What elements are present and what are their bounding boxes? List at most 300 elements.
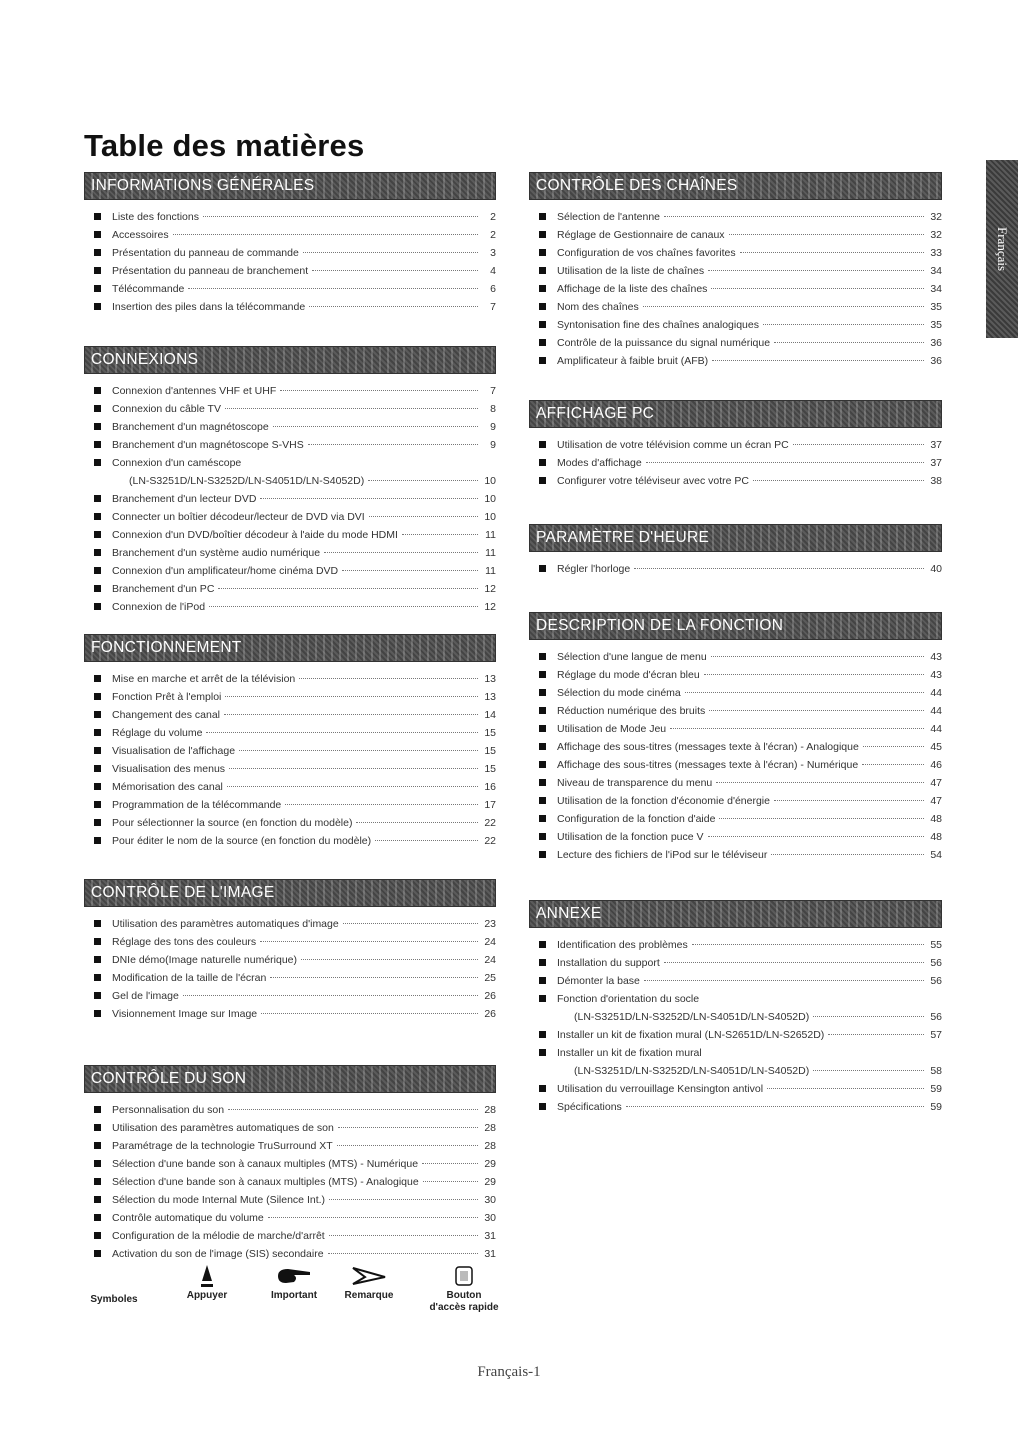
dot-leader: [324, 552, 478, 553]
toc-entry-text: Réglage des tons des couleurs: [112, 936, 257, 948]
bullet-icon: [94, 765, 101, 772]
bullet-icon: [94, 231, 101, 238]
dot-leader: [301, 959, 478, 960]
section-header: [529, 524, 942, 552]
toc-entry-text: Présentation du panneau de commande: [112, 247, 299, 259]
symbol-note: [329, 1262, 409, 1302]
toc-entry-text: Connexion d'un amplificateur/home cinéma DVD: [112, 565, 339, 577]
bullet-icon: [94, 974, 101, 981]
toc-section: [84, 879, 496, 1023]
toc-entry-text: Sélection d'une langue de menu: [557, 651, 707, 663]
toc-entry-page: 35: [930, 319, 942, 331]
section-header-label: DESCRIPTION DE LA FONCTION: [536, 617, 784, 634]
toc-entry: [84, 544, 496, 562]
toc-entry: [84, 418, 496, 436]
toc-entry-page: 15: [484, 727, 496, 739]
bullet-icon: [539, 441, 546, 448]
toc-entry: [529, 648, 942, 666]
toc-entry: [529, 828, 942, 846]
bullet-icon: [539, 249, 546, 256]
toc-entry: [84, 400, 496, 418]
toc-entry-page: 7: [490, 385, 496, 397]
dot-leader: [729, 234, 924, 235]
toc-entry: [84, 244, 496, 262]
toc-entry-text: Connexion d'un DVD/boîtier décodeur à l'aide du mode HDMI: [112, 529, 398, 541]
toc-entry-text: Changement des canal: [112, 709, 220, 721]
section-header: [84, 172, 496, 200]
bullet-icon: [94, 992, 101, 999]
toc-entry-text: Présentation du panneau de branchement: [112, 265, 309, 277]
bullet-icon: [94, 938, 101, 945]
toc-entry-text: DNIe démo(Image naturelle numérique): [112, 954, 298, 966]
dot-leader: [225, 696, 478, 697]
toc-entry-text: Utilisation de la fonction d'économie d'énergie: [557, 795, 770, 807]
toc-entry: [84, 969, 496, 987]
toc-entry-text: Sélection du mode Internal Mute (Silence Int.): [112, 1194, 326, 1206]
dot-leader: [206, 732, 478, 733]
toc-entry: [529, 1044, 942, 1062]
bullet-icon: [94, 531, 101, 538]
bullet-icon: [94, 405, 101, 412]
section-header-label: AFFICHAGE PC: [536, 405, 655, 422]
toc-entry-page: 23: [484, 918, 496, 930]
symbol-press-label: Appuyer: [186, 1290, 228, 1301]
toc-entry-text: Utilisation de Mode Jeu: [557, 723, 667, 735]
dot-leader: [708, 270, 924, 271]
bullet-icon: [94, 1196, 101, 1203]
bullet-icon: [94, 303, 101, 310]
bullet-icon: [94, 819, 101, 826]
dot-leader: [183, 995, 478, 996]
dot-leader: [664, 962, 924, 963]
bullet-icon: [94, 1250, 101, 1257]
toc-entry-text: Visualisation des menus: [112, 763, 226, 775]
toc-entry-page: 11: [485, 547, 496, 559]
dot-leader: [716, 782, 924, 783]
toc-entry: [84, 454, 496, 472]
bullet-icon: [539, 995, 546, 1002]
bullet-icon: [539, 213, 546, 220]
toc-entry-text: Réduction numérique des bruits: [557, 705, 706, 717]
toc-entry-page: 31: [484, 1230, 496, 1242]
toc-entry: [84, 490, 496, 508]
toc-entry-page: 32: [930, 229, 942, 241]
bullet-icon: [94, 1178, 101, 1185]
bullet-icon: [94, 1124, 101, 1131]
dot-leader: [188, 288, 478, 289]
bullet-icon: [539, 833, 546, 840]
dot-leader: [225, 408, 478, 409]
toc-entry-page: 10: [484, 493, 496, 505]
toc-entry: [84, 933, 496, 951]
bullet-icon: [94, 1232, 101, 1239]
dot-leader: [173, 234, 478, 235]
section-header-label: CONTRÔLE DE L'IMAGE: [91, 884, 275, 901]
bullet-icon: [94, 213, 101, 220]
toc-entry-text: Sélection du mode cinéma: [557, 687, 681, 699]
toc-entry-page: 26: [484, 990, 496, 1002]
symbol-shortcut-label-2: d'accès rapide: [429, 1302, 499, 1313]
toc-entry: [84, 382, 496, 400]
toc-entry: [84, 1155, 496, 1173]
dot-leader: [771, 854, 924, 855]
toc-entry: [529, 472, 942, 490]
toc-entry-page: 43: [930, 669, 942, 681]
toc-entry-page: 24: [484, 936, 496, 948]
toc-entry-page: 59: [930, 1101, 942, 1113]
bullet-icon: [539, 565, 546, 572]
toc-list: [529, 936, 942, 1116]
toc-entry: [84, 508, 496, 526]
dot-leader: [299, 678, 478, 679]
toc-entry-page: 32: [930, 211, 942, 223]
toc-entry: [529, 262, 942, 280]
symbols-label: [84, 1294, 144, 1306]
toc-section: [529, 400, 942, 490]
bullet-icon: [94, 1106, 101, 1113]
bullet-icon: [94, 729, 101, 736]
bullet-icon: [539, 689, 546, 696]
symbol-shortcut-label: Bouton: [446, 1290, 482, 1301]
toc-entry-page: 14: [484, 709, 496, 721]
toc-entry: [529, 1008, 942, 1026]
toc-entry: [529, 774, 942, 792]
toc-entry-page: 30: [484, 1212, 496, 1224]
bullet-icon: [94, 956, 101, 963]
bullet-icon: [94, 747, 101, 754]
toc-entry-text: Liste des fonctions: [112, 211, 199, 223]
section-header-label: ANNEXE: [536, 905, 602, 922]
toc-entry: [529, 738, 942, 756]
toc-entry: [84, 562, 496, 580]
dot-leader: [863, 746, 924, 747]
dot-leader: [712, 360, 924, 361]
dot-leader: [422, 1163, 478, 1164]
toc-entry-page: 22: [484, 835, 496, 847]
toc-entry-text: Installer un kit de fixation mural: [557, 1047, 702, 1059]
language-tab-label: Français: [995, 226, 1010, 272]
toc-entry-page: 47: [930, 795, 942, 807]
toc-entry-text: Paramétrage de la technologie TruSurround XT: [112, 1140, 333, 1152]
toc-entry-text: Syntonisation fine des chaînes analogiques: [557, 319, 759, 331]
dot-leader: [767, 1088, 924, 1089]
section-header: [84, 879, 496, 907]
dot-leader: [285, 804, 478, 805]
section-header-label: CONNEXIONS: [91, 351, 199, 368]
toc-entry-page: 30: [484, 1194, 496, 1206]
toc-entry-page: 28: [484, 1104, 496, 1116]
bullet-icon: [539, 959, 546, 966]
toc-entry-text: Gel de l'image: [112, 990, 179, 1002]
section-header-label: INFORMATIONS GÉNÉRALES: [91, 177, 315, 194]
toc-entry-page: 8: [490, 403, 496, 415]
toc-entry: [529, 280, 942, 298]
toc-entry: [84, 262, 496, 280]
bullet-icon: [539, 797, 546, 804]
toc-entry: [84, 436, 496, 454]
toc-entry-page: 29: [484, 1158, 496, 1170]
toc-entry-page: 3: [490, 247, 496, 259]
dot-leader: [309, 306, 478, 307]
toc-entry-page: 12: [484, 583, 496, 595]
dot-leader: [209, 606, 478, 607]
bullet-icon: [539, 671, 546, 678]
toc-entry-text: Niveau de transparence du menu: [557, 777, 713, 789]
toc-entry-text: Contrôle automatique du volume: [112, 1212, 264, 1224]
toc-section: [529, 612, 942, 864]
toc-entry-text: Utilisation de votre télévision comme un écran PC: [557, 439, 789, 451]
toc-entry: [529, 846, 942, 864]
toc-entry: [529, 936, 942, 954]
toc-entry: [84, 778, 496, 796]
bullet-icon: [539, 477, 546, 484]
toc-entry: [529, 316, 942, 334]
section-header: [84, 1065, 496, 1093]
dot-leader: [312, 270, 478, 271]
toc-entry-page: 37: [930, 439, 942, 451]
section-header: [529, 172, 942, 200]
toc-entry-text: Régler l'horloge: [557, 563, 631, 575]
toc-entry: [529, 352, 942, 370]
bullet-icon: [539, 267, 546, 274]
toc-entry-page: 59: [930, 1083, 942, 1095]
dot-leader: [229, 768, 478, 769]
toc-entry-text: Utilisation de la fonction puce V: [557, 831, 704, 843]
bullet-icon: [539, 1049, 546, 1056]
toc-entry-text: Mise en marche et arrêt de la télévision: [112, 673, 296, 685]
dot-leader: [228, 1109, 478, 1110]
bullet-icon: [539, 339, 546, 346]
symbol-important: [254, 1262, 334, 1302]
toc-entry: [84, 280, 496, 298]
bullet-icon: [539, 941, 546, 948]
toc-section: [84, 1065, 496, 1263]
dot-leader: [402, 534, 478, 535]
toc-entry-page: 35: [930, 301, 942, 313]
toc-entry-text: Utilisation des paramètres automatiques d'image: [112, 918, 339, 930]
toc-entry-page: 55: [930, 939, 942, 951]
toc-entry-page: 58: [930, 1065, 942, 1077]
bullet-icon: [539, 653, 546, 660]
toc-entry: [529, 436, 942, 454]
toc-entry: [529, 298, 942, 316]
toc-entry-page: 29: [484, 1176, 496, 1188]
dot-leader: [338, 1127, 478, 1128]
toc-entry-page: 13: [484, 691, 496, 703]
dot-leader: [719, 818, 924, 819]
toc-entry: [84, 526, 496, 544]
dot-leader: [664, 216, 924, 217]
toc-entry-text: Branchement d'un PC: [112, 583, 215, 595]
toc-section: [529, 900, 942, 1116]
toc-entry-text: Sélection de l'antenne: [557, 211, 661, 223]
toc-entry: [529, 454, 942, 472]
bullet-icon: [94, 693, 101, 700]
toc-entry-page: 22: [484, 817, 496, 829]
toc-entry-text: Branchement d'un système audio numérique: [112, 547, 321, 559]
dot-leader: [203, 216, 478, 217]
bullet-icon: [539, 977, 546, 984]
toc-entry-text: Pour éditer le nom de la source (en fonction du modèle): [112, 835, 372, 847]
toc-entry-text: Visionnement Image sur Image: [112, 1008, 258, 1020]
bullet-icon: [539, 761, 546, 768]
bullet-icon: [94, 285, 101, 292]
toc-entry-page: 4: [490, 265, 496, 277]
toc-entry: [84, 1245, 496, 1263]
toc-entry: [84, 1005, 496, 1023]
dot-leader: [692, 944, 924, 945]
toc-entry-text: Branchement d'un magnétoscope: [112, 421, 269, 433]
toc-entry-text: Nom des chaînes: [557, 301, 639, 313]
toc-entry-page: 13: [484, 673, 496, 685]
toc-entry-page: 17: [484, 799, 496, 811]
dot-leader: [270, 977, 478, 978]
section-header: [84, 634, 496, 662]
toc-entry-text: Modes d'affichage: [557, 457, 642, 469]
toc-entry-page: 46: [930, 759, 942, 771]
toc-entry-text: Spécifications: [557, 1101, 622, 1113]
dot-leader: [862, 764, 924, 765]
dot-leader: [643, 306, 924, 307]
toc-entry-text: Télécommande: [112, 283, 185, 295]
toc-entry-text: Lecture des fichiers de l'iPod sur le téléviseur: [557, 849, 768, 861]
toc-entry: [84, 1209, 496, 1227]
bullet-icon: [539, 1031, 546, 1038]
toc-entry-page: 9: [490, 439, 496, 451]
toc-entry: [84, 1173, 496, 1191]
toc-entry-page: 6: [490, 283, 496, 295]
toc-entry-text: Sélection d'une bande son à canaux multiples (MTS) - Numérique: [112, 1158, 419, 1170]
toc-entry-page: 48: [930, 831, 942, 843]
toc-entry-text: Sélection d'une bande son à canaux multiples (MTS) - Analogique: [112, 1176, 419, 1188]
toc-entry-text: Contrôle de la puissance du signal numérique: [557, 337, 771, 349]
toc-entry-text: Utilisation du verrouillage Kensington antivol: [557, 1083, 764, 1095]
dot-leader: [224, 714, 478, 715]
toc-entry-text: Branchement d'un magnétoscope S-VHS: [112, 439, 304, 451]
toc-list: [529, 208, 942, 370]
toc-entry: [529, 560, 942, 578]
dot-leader: [704, 674, 924, 675]
section-header-label: CONTRÔLE DES CHAÎNES: [536, 177, 738, 194]
bullet-icon: [539, 357, 546, 364]
section-header: [529, 900, 942, 928]
toc-entry-text: Installation du support: [557, 957, 660, 969]
toc-entry-text: Fonction Prêt à l'emploi: [112, 691, 222, 703]
toc-entry-text: Utilisation de la liste de chaînes: [557, 265, 705, 277]
toc-entry: [84, 724, 496, 742]
toc-entry: [84, 814, 496, 832]
press-icon: [172, 1262, 242, 1290]
bullet-icon: [539, 1085, 546, 1092]
toc-entry-page: 9: [490, 421, 496, 433]
shortcut-button-icon: [419, 1262, 509, 1290]
toc-entry: [529, 244, 942, 262]
toc-entry-page: 40: [930, 563, 942, 575]
dot-leader: [260, 498, 478, 499]
dot-leader: [356, 822, 478, 823]
toc-entry-text: Modification de la taille de l'écran: [112, 972, 267, 984]
toc-list: [84, 1101, 496, 1263]
toc-entry-page: 12: [484, 601, 496, 613]
toc-section: [529, 524, 942, 578]
bullet-icon: [94, 1142, 101, 1149]
toc-entry: [529, 810, 942, 828]
toc-entry: [84, 1191, 496, 1209]
toc-entry: [84, 298, 496, 316]
dot-leader: [774, 342, 924, 343]
dot-leader: [813, 1016, 924, 1017]
dot-leader: [218, 588, 478, 589]
bullet-icon: [539, 779, 546, 786]
dot-leader: [343, 923, 478, 924]
toc-entry-text: Mémorisation des canal: [112, 781, 223, 793]
toc-entry: [84, 670, 496, 688]
dot-leader: [670, 728, 924, 729]
dot-leader: [261, 1013, 478, 1014]
toc-section: [529, 172, 942, 370]
symbol-press: [172, 1262, 242, 1302]
toc-entry: [529, 954, 942, 972]
toc-entry-text: (LN-S3251D/LN-S3252D/LN-S4051D/LN-S4052D): [129, 475, 365, 487]
bullet-icon: [539, 303, 546, 310]
toc-entry: [529, 702, 942, 720]
toc-entry-text: Accessoires: [112, 229, 169, 241]
toc-entry: [529, 1062, 942, 1080]
toc-entry-text: Réglage de Gestionnaire de canaux: [557, 229, 725, 241]
toc-entry: [529, 208, 942, 226]
toc-entry-page: 7: [490, 301, 496, 313]
bullet-icon: [94, 267, 101, 274]
dot-leader: [709, 710, 924, 711]
toc-list: [529, 648, 942, 864]
section-header: [529, 612, 942, 640]
toc-entry-page: 57: [930, 1029, 942, 1041]
dot-leader: [753, 480, 924, 481]
toc-entry-text: (LN-S3251D/LN-S3252D/LN-S4051D/LN-S4052D): [574, 1011, 810, 1023]
dot-leader: [813, 1070, 924, 1071]
dot-leader: [685, 692, 924, 693]
dot-leader: [329, 1235, 478, 1236]
bullet-icon: [94, 549, 101, 556]
dot-leader: [368, 480, 478, 481]
bullet-icon: [539, 707, 546, 714]
dot-leader: [329, 1199, 478, 1200]
dot-leader: [369, 516, 478, 517]
bullet-icon: [94, 1160, 101, 1167]
toc-entry-text: Programmation de la télécommande: [112, 799, 282, 811]
toc-entry: [529, 1098, 942, 1116]
section-header: [84, 346, 496, 374]
bullet-icon: [539, 743, 546, 750]
note-icon: [329, 1262, 409, 1290]
toc-entry-text: Affichage des sous-titres (messages texte à l'écran) - Analogique: [557, 741, 859, 753]
toc-entry: [84, 1119, 496, 1137]
toc-entry-text: Configuration de vos chaînes favorites: [557, 247, 736, 259]
toc-entry: [84, 1137, 496, 1155]
dot-leader: [763, 324, 924, 325]
bullet-icon: [539, 851, 546, 858]
toc-entry-page: 34: [930, 283, 942, 295]
toc-entry-text: Réglage du volume: [112, 727, 203, 739]
bullet-icon: [94, 603, 101, 610]
dot-leader: [375, 840, 478, 841]
dot-leader: [626, 1106, 924, 1107]
toc-entry: [529, 1026, 942, 1044]
bullet-icon: [539, 321, 546, 328]
toc-entry-text: Configuration de la mélodie de marche/d'arrêt: [112, 1230, 325, 1242]
toc-entry-text: Fonction d'orientation du socle: [557, 993, 700, 1005]
symbols-label-text: Symboles: [90, 1294, 138, 1305]
